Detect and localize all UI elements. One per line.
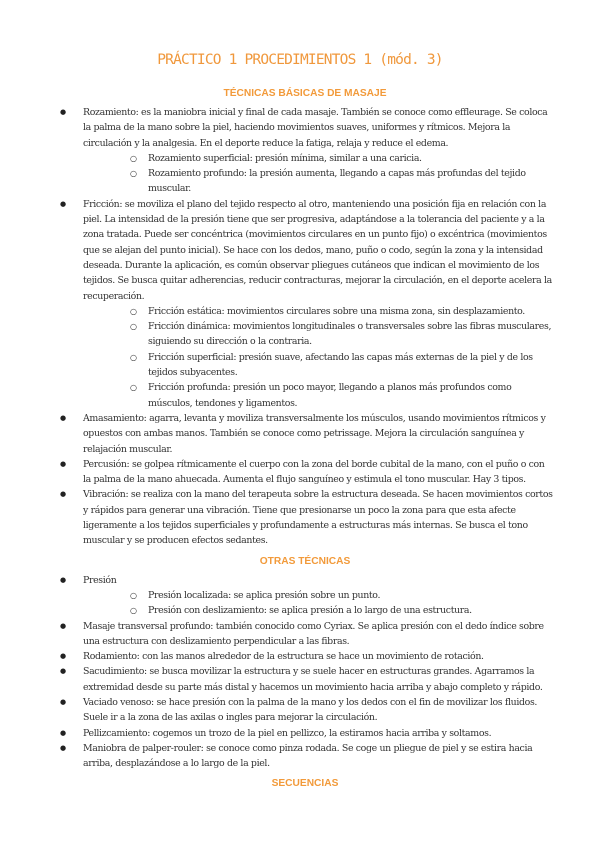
item-text: Presión <box>83 574 117 586</box>
document-body <box>56 88 554 789</box>
list-item: ● Masaje transversal profundo: también conocido como Cyriax. Se aplica presión con el dedo índice sobre una estructura con deslizamiento perpendicular a las fibras. <box>56 619 554 650</box>
list-item: ● Rodamiento: con las manos alrededor de la estructura se hace un movimiento de rotación. <box>56 649 554 664</box>
list-item: ● Sacudimiento: se busca movilizar la estructura y se suele hacer en estructuras grandes. Agarramos la extremidad desde su parte más distal y hacemos un movimiento hacia arriba y abajo completo y rápido. <box>56 664 554 695</box>
section-heading-basic: TÉCNICAS BÁSICAS DE MASAJE <box>223 88 387 99</box>
sub-list-item: ○ Fricción dinámica: movimientos longitudinales o transversales sobre las fibras musculares, siguiendo su dirección o la contraria. <box>108 319 554 350</box>
list-item <box>56 105 554 197</box>
list-item: ● Pellizcamiento: cogemos un trozo de la piel en pellizco, la estiramos hacia arriba y soltamos. <box>56 726 554 741</box>
list-item: ● Amasamiento: agarra, levanta y moviliza transversalmente los músculos, usando movimientos rítmicos y opuestos con ambas manos. También se conoce como petrissage. Mejora la circulación sanguínea y relajación muscular. <box>56 411 554 457</box>
sub-list <box>83 304 554 411</box>
section-heading-other: OTRAS TÉCNICAS <box>259 555 351 567</box>
other-techniques-list <box>56 573 554 772</box>
basic-techniques-list <box>56 105 554 549</box>
section-heading-sequences: SECUENCIAS <box>271 778 339 790</box>
sub-list-item: ○ Fricción estática: movimientos circulares sobre una misma zona, sin desplazamiento. <box>108 304 554 319</box>
sub-list-item: ○ Presión con deslizamiento: se aplica presión a lo largo de una estructura. <box>108 603 554 618</box>
sub-list-item: ○ Fricción profunda: presión un poco mayor, llegando a planos más profundos como músculos, tendones y ligamentos. <box>108 380 554 411</box>
sub-list <box>83 588 554 619</box>
list-item: ● Percusión: se golpea rítmicamente el cuerpo con la zona del borde cubital de la mano, con el puño o con la palma de la mano ahuecada. Aumenta el flujo sanguíneo y estimula el tono muscular. Hay 3 tipos. <box>56 457 554 488</box>
list-item <box>56 573 554 619</box>
sub-list-item: ○ Fricción superficial: presión suave, afectando las capas más externas de la piel y de los tejidos subyacentes. <box>108 350 554 381</box>
item-text: Fricción: se moviliza el plano del tejido respecto al otro, manteniendo una posición fija en relación con la piel. La intensidad de la presión tiene que ser progresiva, adaptándose a la tolerancia del paciente y a la zona tratada. Puede ser concéntrica (movimientos circulares en un punto fijo) o excéntrica (movimientos que se alejan del punto inicial). Se hace con los dedos, mano, puño o codo, según la zona y la intensidad deseada. Durante la aplicación, es común observar pliegues cutáneos que indican el movimiento de los tejidos. Se busca quitar adherencias, reducir contracturas, mejorar la circulación, en el deporte acelera la recuperación. <box>83 198 552 302</box>
sub-list-item: ○ Presión localizada: se aplica presión sobre un punto. <box>108 588 554 603</box>
sub-list-item: ○ Rozamiento superficial: presión mínima, similar a una caricia. <box>108 151 554 166</box>
list-item <box>56 197 554 411</box>
list-item: ● Vibración: se realiza con la mano del terapeuta sobre la estructura deseada. Se hacen movimientos cortos y rápidos para generar una vibración. Tiene que presionarse un poco la zona para que esta afecte ligeramente a los tejidos superficiales y profundamente a estructuras más internas. Se busca el tono muscular y se producen efectos sedantes. <box>56 487 554 548</box>
list-item: ● Vaciado venoso: se hace presión con la palma de la mano y los dedos con el fin de movilizar los fluidos. Suele ir a la zona de las axilas o ingles para mejorar la circulación. <box>56 695 554 726</box>
sub-list-item: ○ Rozamiento profundo: la presión aumenta, llegando a capas más profundas del tejido muscular. <box>108 166 554 197</box>
sub-list <box>83 151 554 197</box>
list-item: ● Maniobra de palper-rouler: se conoce como pinza rodada. Se coge un pliegue de piel y se estira hacia arriba, desplazándose a lo largo de la piel. <box>56 741 554 772</box>
item-text: Rozamiento: es la maniobra inicial y final de cada masaje. También se conoce como effleurage. Se coloca la palma de la mano sobre la piel, haciendo movimientos suaves, uniformes y rítmicos. Mejora la circulación y la analgesia. En el deporte reduce la fatiga, relaja y reduce el edema. <box>83 107 548 149</box>
document-title: PRÁCTICO 1 PROCEDIMIENTOS 1 (mód. 3) <box>157 52 443 68</box>
